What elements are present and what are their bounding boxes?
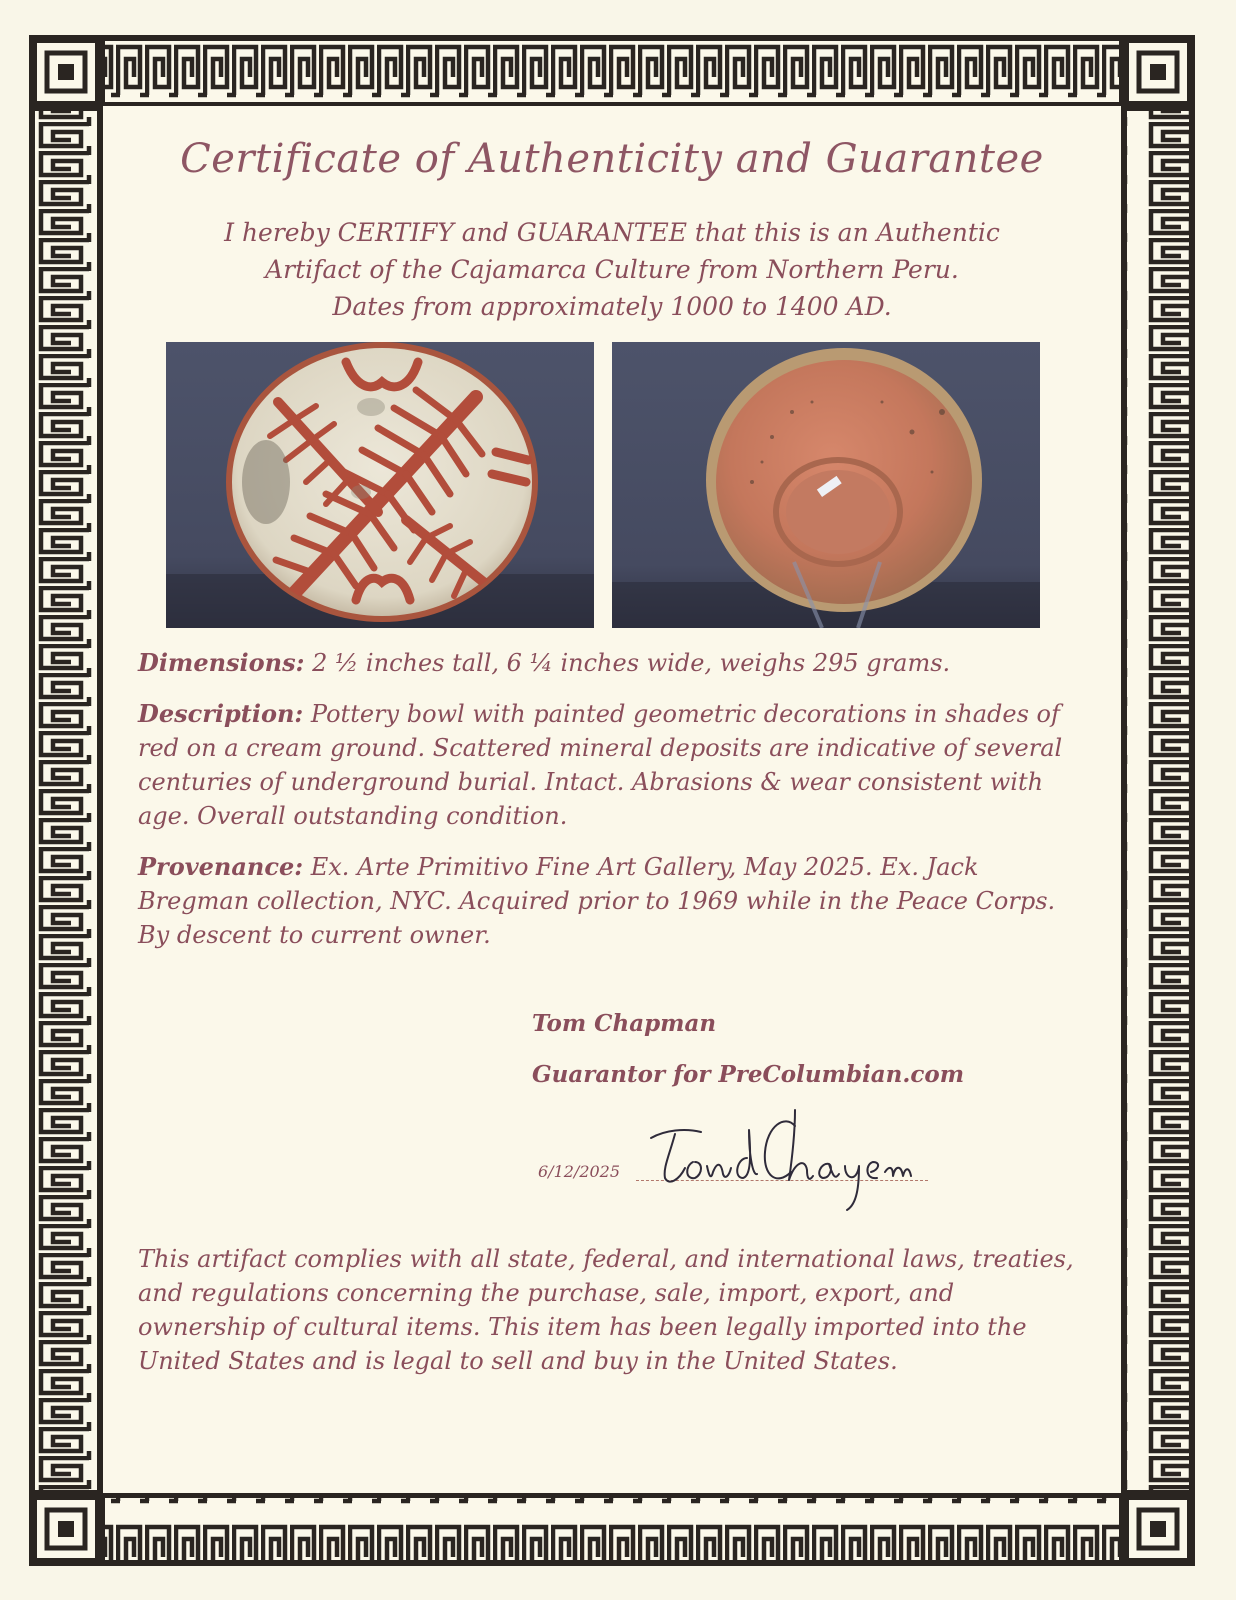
- corner-ornament-tr: [1129, 43, 1187, 101]
- signature-date: 6/12/2025: [538, 1162, 621, 1181]
- corner-ornament-tl: [37, 43, 95, 101]
- description-text: Pottery bowl with painted geometric decorations in shades of red on a cream ground. Scattered mineral deposits are indicative of several centuries of underground burial. Intact. Abrasions & wear consistent with age. Overall outstanding condition.: [138, 700, 1063, 830]
- corner-ornament-br: [1129, 1500, 1187, 1558]
- legal-compliance-statement: This artifact complies with all state, federal, and international laws, treaties, and regulations concerning the purchase, sale, import, export, and ownership of cultural items. This item has been legally imported into the United States and is legal to sell and buy in the United States.: [138, 1245, 1074, 1375]
- bowl-underside-photo: [612, 342, 1040, 628]
- bowl-interior-image: [166, 342, 594, 628]
- intro-line: Dates from approximately 1000 to 1400 AD.: [332, 292, 892, 321]
- provenance-section: [138, 850, 1068, 952]
- dimensions-section: [138, 646, 1068, 680]
- certification-statement: [103, 214, 1121, 325]
- handwritten-signature: [645, 1096, 915, 1216]
- dimensions-text: 2 ½ inches tall, 6 ¼ inches wide, weighs 295 grams.: [312, 649, 951, 677]
- intro-line: I hereby CERTIFY and GUARANTEE that this is an Authentic: [224, 218, 1000, 247]
- description-section: [138, 697, 1068, 833]
- provenance-text: Ex. Arte Primitivo Fine Art Gallery, May 2025. Ex. Jack Bregman collection, NYC. Acquired prior to 1969 while in the Peace Corps. By descent to current owner.: [138, 853, 1056, 949]
- bowl-interior-photo: [166, 342, 594, 628]
- guarantor-name: Tom Chapman: [532, 1010, 717, 1037]
- guarantor-title: Guarantor for PreColumbian.com: [532, 1061, 965, 1088]
- bowl-underside-image: [612, 342, 1040, 628]
- corner-ornament-bl: [37, 1500, 95, 1558]
- dimensions-label: Dimensions:: [138, 648, 305, 677]
- certificate-title: Certificate of Authenticity and Guarantee: [180, 136, 1044, 182]
- provenance-label: Provenance:: [138, 852, 304, 881]
- intro-line: Artifact of the Cajamarca Culture from Northern Peru.: [265, 255, 959, 284]
- description-label: Description:: [138, 699, 304, 728]
